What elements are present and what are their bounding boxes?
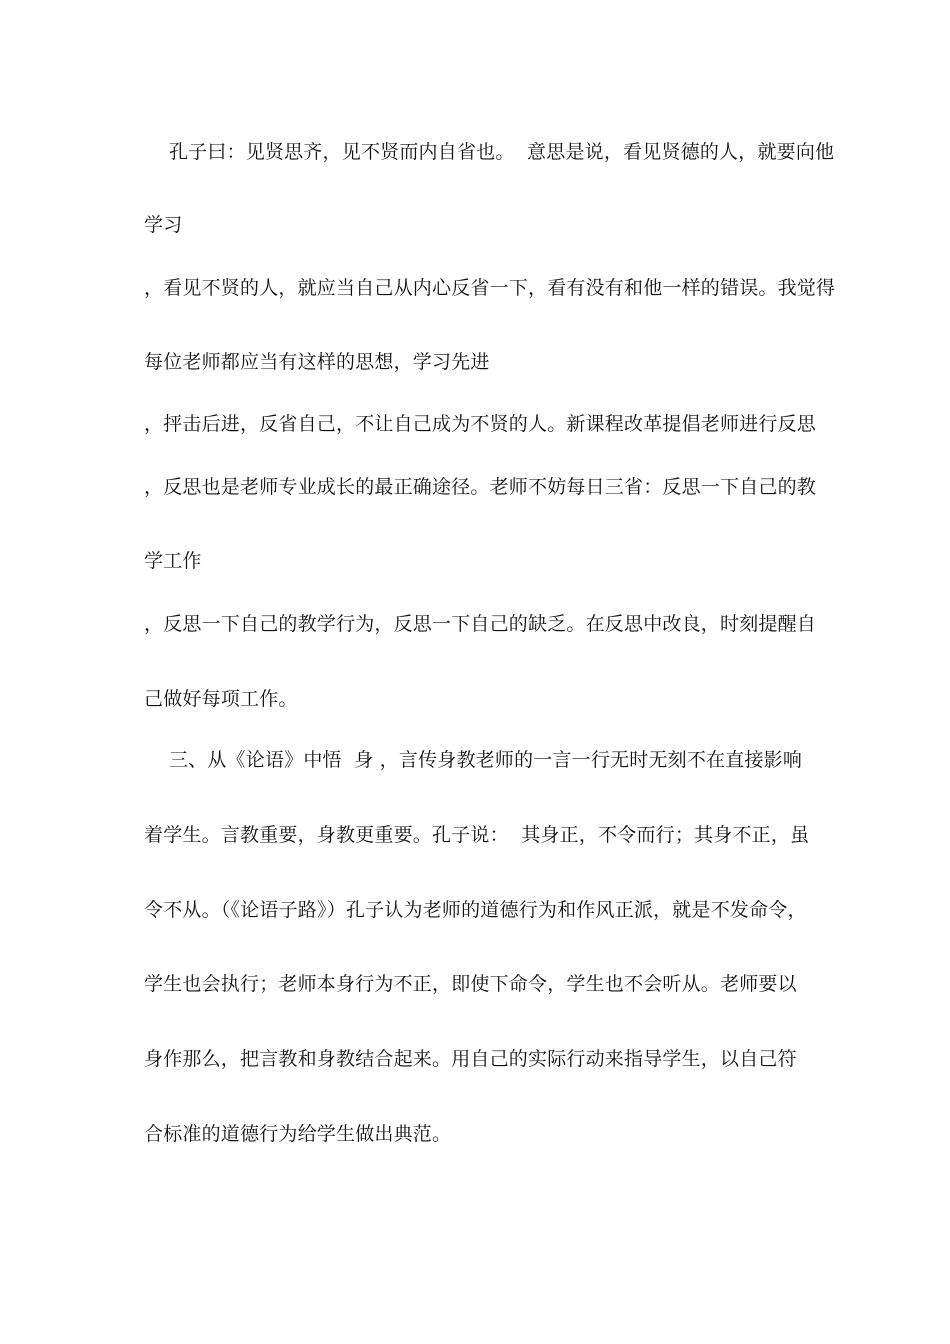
text-line: 己做好每项工作。 — [144, 688, 298, 710]
text-line: 每位老师都应当有这样的思想，学习先进 — [144, 351, 490, 373]
text-line: 身作那么，把言教和身教结合起来。用自己的实际行动来指导学生，以自己符 — [144, 1048, 797, 1070]
text-line: ，看见不贤的人，就应当自己从内心反省一下，看有没有和他一样的错误。我觉得 — [144, 277, 836, 299]
text-line: 学工作 — [144, 550, 202, 572]
text-line: ，反思也是老师专业成长的最正确途径。老师不妨每日三省：反思一下自己的教 — [144, 476, 817, 498]
text-line: ，反思一下自己的教学行为，反思一下自己的缺乏。在反思中改良，时刻提醒自 — [144, 613, 817, 635]
text-line: 学生也会执行；老师本身行为不正，即使下命令，学生也不会听从。老师要以 — [144, 973, 797, 995]
text-line: 令不从。（《论语子路》）孔子认为老师的道德行为和作风正派，就是不发命令， — [144, 899, 807, 921]
text-line: 孔子曰：见贤思齐，见不贤而内自省也。 意思是说，看见贤德的人，就要向他 — [144, 141, 835, 163]
text-line: 着学生。言教重要，身教更重要。孔子说： 其身正，不令而行；其身不正，虽 — [144, 824, 810, 846]
text-line: 合标准的道德行为给学生做出典范。 — [144, 1123, 452, 1145]
text-line: 三、从《论语》中悟 身 ，言传身教老师的一言一行无时无刻不在直接影响 — [144, 749, 803, 771]
text-line: 学习 — [144, 214, 183, 236]
text-line: ，抨击后进，反省自己，不让自己成为不贤的人。新课程改革提倡老师进行反思 — [144, 413, 817, 435]
